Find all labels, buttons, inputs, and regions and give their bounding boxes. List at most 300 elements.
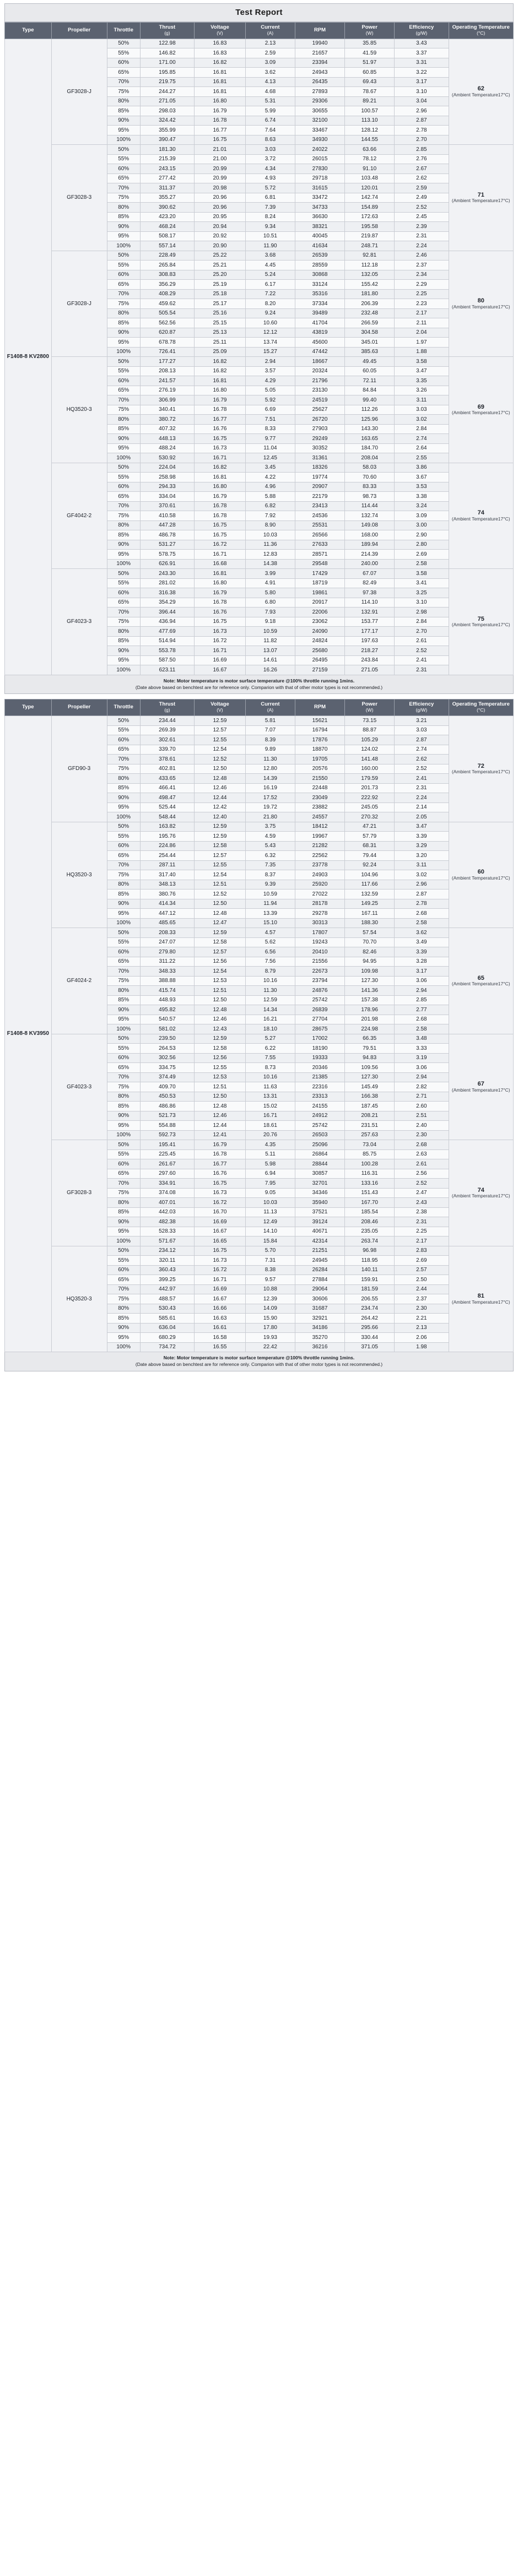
throttle-cell: 65%	[107, 598, 140, 608]
efficiency-cell: 3.21	[395, 716, 449, 726]
power-cell: 73.04	[345, 1140, 395, 1150]
power-cell: 168.00	[345, 530, 395, 540]
thrust-cell: 334.75	[140, 1063, 194, 1073]
thrust-cell: 548.44	[140, 812, 194, 822]
thrust-cell: 680.29	[140, 1333, 194, 1343]
power-cell: 132.05	[345, 270, 395, 280]
voltage-cell: 12.47	[195, 918, 246, 928]
throttle-cell: 95%	[107, 231, 140, 241]
efficiency-cell: 2.41	[395, 774, 449, 784]
power-cell: 92.24	[345, 860, 395, 870]
col-power: Power (W)	[345, 699, 395, 716]
thrust-cell: 433.65	[140, 774, 194, 784]
thrust-cell: 279.80	[140, 947, 194, 957]
power-cell: 219.87	[345, 231, 395, 241]
rpm-cell: 29306	[295, 96, 344, 106]
power-cell: 70.60	[345, 473, 395, 482]
current-cell: 3.57	[245, 366, 295, 376]
voltage-cell: 25.17	[195, 299, 246, 309]
current-cell: 5.92	[245, 395, 295, 405]
voltage-cell: 12.50	[195, 995, 246, 1005]
table-body-2	[5, 716, 514, 1352]
efficiency-cell: 2.31	[395, 783, 449, 793]
current-cell: 7.95	[245, 1179, 295, 1189]
throttle-cell: 80%	[107, 96, 140, 106]
current-cell: 4.34	[245, 164, 295, 174]
current-cell: 10.03	[245, 530, 295, 540]
current-cell: 19.93	[245, 1333, 295, 1343]
power-cell: 132.91	[345, 608, 395, 617]
power-cell: 112.26	[345, 405, 395, 415]
rpm-cell: 26720	[295, 415, 344, 425]
throttle-cell: 85%	[107, 106, 140, 116]
throttle-cell: 90%	[107, 222, 140, 232]
voltage-cell: 16.71	[195, 1275, 246, 1285]
operating-temperature-cell	[449, 1246, 514, 1352]
rpm-cell: 43819	[295, 328, 344, 338]
current-cell: 10.16	[245, 976, 295, 986]
power-cell: 127.30	[345, 1072, 395, 1082]
efficiency-cell: 2.31	[395, 1217, 449, 1227]
thrust-cell: 224.04	[140, 463, 194, 473]
current-cell: 11.90	[245, 241, 295, 251]
thrust-cell: 311.37	[140, 183, 194, 193]
power-cell: 133.16	[345, 1179, 395, 1189]
current-cell: 5.05	[245, 386, 295, 395]
voltage-cell: 16.75	[195, 1246, 246, 1256]
thrust-cell: 482.38	[140, 1217, 194, 1227]
throttle-cell: 95%	[107, 443, 140, 453]
voltage-cell: 16.81	[195, 473, 246, 482]
power-cell: 257.63	[345, 1130, 395, 1140]
efficiency-cell: 2.45	[395, 212, 449, 222]
current-cell: 9.89	[245, 745, 295, 755]
rpm-cell: 21657	[295, 48, 344, 58]
throttle-cell: 70%	[107, 1072, 140, 1082]
power-cell: 109.56	[345, 1063, 395, 1073]
rpm-cell: 23794	[295, 976, 344, 986]
voltage-cell: 12.50	[195, 764, 246, 774]
power-cell: 178.96	[345, 1005, 395, 1015]
throttle-cell: 85%	[107, 1207, 140, 1217]
efficiency-cell: 3.39	[395, 947, 449, 957]
power-cell: 187.45	[345, 1102, 395, 1111]
voltage-cell: 12.55	[195, 1063, 246, 1073]
thrust-cell: 239.50	[140, 1034, 194, 1044]
efficiency-cell: 2.87	[395, 890, 449, 899]
voltage-cell: 16.77	[195, 126, 246, 135]
power-cell: 153.77	[345, 617, 395, 627]
thrust-cell: 486.78	[140, 530, 194, 540]
voltage-cell: 25.22	[195, 251, 246, 261]
thrust-cell: 298.03	[140, 106, 194, 116]
rpm-cell: 19940	[295, 39, 344, 48]
table-row	[5, 251, 514, 261]
voltage-cell: 16.82	[195, 58, 246, 68]
throttle-cell: 65%	[107, 745, 140, 755]
thrust-cell: 276.19	[140, 386, 194, 395]
test-report-table-2	[4, 699, 514, 1352]
voltage-cell: 16.75	[195, 434, 246, 444]
rpm-cell: 31687	[295, 1304, 344, 1314]
throttle-cell: 85%	[107, 530, 140, 540]
rpm-cell: 25742	[295, 995, 344, 1005]
voltage-cell: 16.75	[195, 135, 246, 145]
ambient-temperature-note: (Ambient Temperature17°C)	[451, 1193, 510, 1199]
throttle-cell: 95%	[107, 909, 140, 919]
rpm-cell: 24090	[295, 627, 344, 637]
power-cell: 63.66	[345, 145, 395, 155]
voltage-cell: 16.67	[195, 1227, 246, 1237]
thrust-cell: 530.43	[140, 1304, 194, 1314]
voltage-cell: 25.21	[195, 261, 246, 270]
throttle-cell: 85%	[107, 318, 140, 328]
table-note-1: Note: Motor temperature is motor surface temperature @100% throttle running 1mins. (Date above based on benchtest are for reference only. Comparion with that of other motor types is not recommended.)	[4, 675, 514, 695]
rpm-cell: 25627	[295, 405, 344, 415]
efficiency-cell: 2.96	[395, 880, 449, 890]
table-body-1	[5, 39, 514, 675]
efficiency-cell: 2.39	[395, 222, 449, 232]
voltage-cell: 16.79	[195, 106, 246, 116]
current-cell: 9.24	[245, 308, 295, 318]
throttle-cell: 95%	[107, 802, 140, 812]
current-cell: 4.35	[245, 1140, 295, 1150]
throttle-cell: 90%	[107, 1111, 140, 1121]
voltage-cell: 20.92	[195, 231, 246, 241]
throttle-cell: 100%	[107, 1024, 140, 1034]
test-report-table-1	[4, 22, 514, 675]
report-title: Test Report	[4, 3, 514, 22]
thrust-cell: 316.38	[140, 588, 194, 598]
voltage-cell: 16.79	[195, 588, 246, 598]
current-cell: 18.61	[245, 1121, 295, 1131]
rpm-cell: 29548	[295, 559, 344, 569]
rpm-cell: 26839	[295, 1005, 344, 1015]
voltage-cell: 12.59	[195, 928, 246, 938]
temperature-value: 67	[477, 1081, 484, 1088]
voltage-cell: 16.80	[195, 386, 246, 395]
power-cell: 222.92	[345, 793, 395, 803]
rpm-cell: 19774	[295, 473, 344, 482]
throttle-cell: 50%	[107, 39, 140, 48]
voltage-cell: 12.44	[195, 1121, 246, 1131]
operating-temperature-cell	[449, 357, 514, 463]
voltage-cell: 16.67	[195, 1294, 246, 1304]
thrust-cell: 396.44	[140, 608, 194, 617]
rpm-cell: 31361	[295, 453, 344, 463]
efficiency-cell: 2.76	[395, 154, 449, 164]
current-cell: 4.57	[245, 928, 295, 938]
thrust-cell: 554.88	[140, 1121, 194, 1131]
current-cell: 14.61	[245, 655, 295, 665]
throttle-cell: 90%	[107, 646, 140, 656]
rpm-cell: 18667	[295, 357, 344, 367]
thrust-cell: 636.04	[140, 1323, 194, 1333]
efficiency-cell: 2.06	[395, 1333, 449, 1343]
throttle-cell: 70%	[107, 183, 140, 193]
throttle-cell: 55%	[107, 725, 140, 735]
current-cell: 10.51	[245, 231, 295, 241]
power-cell: 57.79	[345, 832, 395, 842]
rpm-cell: 23413	[295, 501, 344, 511]
voltage-cell: 12.50	[195, 899, 246, 909]
table-row	[5, 1246, 514, 1256]
col-thrust: Thrust (g)	[140, 699, 194, 716]
current-cell: 5.62	[245, 937, 295, 947]
rpm-cell: 24876	[295, 986, 344, 996]
rpm-cell: 40045	[295, 231, 344, 241]
thrust-cell: 521.73	[140, 1111, 194, 1121]
voltage-cell: 16.66	[195, 1304, 246, 1314]
power-cell: 163.65	[345, 434, 395, 444]
throttle-cell: 50%	[107, 357, 140, 367]
ambient-temperature-note: (Ambient Temperature17°C)	[451, 303, 510, 310]
col-throttle: Throttle	[107, 23, 140, 39]
efficiency-cell: 3.47	[395, 366, 449, 376]
thrust-cell: 247.07	[140, 937, 194, 947]
power-cell: 100.57	[345, 106, 395, 116]
rpm-cell: 45600	[295, 338, 344, 348]
rpm-cell: 35316	[295, 289, 344, 299]
voltage-cell: 21.00	[195, 154, 246, 164]
throttle-cell: 70%	[107, 967, 140, 977]
efficiency-cell: 2.47	[395, 1188, 449, 1198]
current-cell: 10.88	[245, 1284, 295, 1294]
efficiency-cell: 3.17	[395, 77, 449, 87]
current-cell: 14.34	[245, 1005, 295, 1015]
throttle-cell: 70%	[107, 77, 140, 87]
current-cell: 10.60	[245, 318, 295, 328]
power-cell: 104.96	[345, 870, 395, 880]
voltage-cell: 20.96	[195, 203, 246, 213]
rpm-cell: 18326	[295, 463, 344, 473]
rpm-cell: 28178	[295, 899, 344, 909]
power-cell: 181.80	[345, 289, 395, 299]
thrust-cell: 390.47	[140, 135, 194, 145]
current-cell: 4.93	[245, 173, 295, 183]
thrust-cell: 557.14	[140, 241, 194, 251]
throttle-cell: 90%	[107, 328, 140, 338]
voltage-cell: 16.75	[195, 617, 246, 627]
current-cell: 3.68	[245, 251, 295, 261]
throttle-cell: 100%	[107, 812, 140, 822]
voltage-cell: 12.58	[195, 1044, 246, 1054]
throttle-cell: 90%	[107, 793, 140, 803]
voltage-cell: 20.94	[195, 222, 246, 232]
current-cell: 8.20	[245, 299, 295, 309]
propeller-cell: GFD90-3	[51, 716, 107, 822]
rpm-cell: 33467	[295, 126, 344, 135]
current-cell: 13.07	[245, 646, 295, 656]
current-cell: 8.33	[245, 424, 295, 434]
power-cell: 109.98	[345, 967, 395, 977]
efficiency-cell: 3.24	[395, 501, 449, 511]
throttle-cell: 50%	[107, 928, 140, 938]
thrust-cell: 378.61	[140, 755, 194, 764]
efficiency-cell: 2.17	[395, 1237, 449, 1246]
thrust-cell: 208.33	[140, 928, 194, 938]
voltage-cell: 16.75	[195, 530, 246, 540]
thrust-cell: 317.40	[140, 870, 194, 880]
temperature-value: 80	[477, 297, 484, 305]
rpm-cell: 24903	[295, 870, 344, 880]
power-cell: 128.12	[345, 126, 395, 135]
thrust-cell: 514.94	[140, 636, 194, 646]
voltage-cell: 16.76	[195, 608, 246, 617]
current-cell: 17.80	[245, 1323, 295, 1333]
thrust-cell: 402.81	[140, 764, 194, 774]
current-cell: 5.88	[245, 492, 295, 502]
power-cell: 208.21	[345, 1111, 395, 1121]
throttle-cell: 80%	[107, 520, 140, 530]
rpm-cell: 23130	[295, 386, 344, 395]
power-cell: 66.35	[345, 1034, 395, 1044]
rpm-cell: 17807	[295, 928, 344, 938]
voltage-cell: 16.81	[195, 68, 246, 78]
current-cell: 11.82	[245, 636, 295, 646]
power-cell: 144.55	[345, 135, 395, 145]
current-cell: 5.80	[245, 588, 295, 598]
efficiency-cell: 3.29	[395, 841, 449, 851]
efficiency-cell: 3.48	[395, 1034, 449, 1044]
voltage-cell: 12.50	[195, 1092, 246, 1102]
current-cell: 11.30	[245, 755, 295, 764]
rpm-cell: 37334	[295, 299, 344, 309]
power-cell: 232.48	[345, 308, 395, 318]
rpm-cell: 27633	[295, 540, 344, 550]
thrust-cell: 415.74	[140, 986, 194, 996]
throttle-cell: 80%	[107, 308, 140, 318]
throttle-cell: 95%	[107, 550, 140, 560]
efficiency-cell: 3.49	[395, 937, 449, 947]
thrust-cell: 442.97	[140, 1284, 194, 1294]
power-cell: 235.05	[345, 1227, 395, 1237]
voltage-cell: 20.90	[195, 241, 246, 251]
efficiency-cell: 2.60	[395, 1102, 449, 1111]
thrust-cell: 495.82	[140, 1005, 194, 1015]
temperature-value: 74	[477, 509, 484, 517]
thrust-cell: 234.44	[140, 716, 194, 726]
throttle-cell: 90%	[107, 1323, 140, 1333]
rpm-cell: 39489	[295, 308, 344, 318]
current-cell: 5.81	[245, 716, 295, 726]
efficiency-cell: 3.39	[395, 832, 449, 842]
rpm-cell: 28571	[295, 550, 344, 560]
current-cell: 7.07	[245, 725, 295, 735]
col-propeller: Propeller	[51, 699, 107, 716]
power-cell: 185.54	[345, 1207, 395, 1217]
rpm-cell: 32100	[295, 116, 344, 126]
throttle-cell: 80%	[107, 880, 140, 890]
thrust-cell: 348.33	[140, 967, 194, 977]
throttle-cell: 55%	[107, 1149, 140, 1159]
voltage-cell: 12.46	[195, 1111, 246, 1121]
efficiency-cell: 2.74	[395, 745, 449, 755]
power-cell: 345.01	[345, 338, 395, 348]
voltage-cell: 16.82	[195, 357, 246, 367]
current-cell: 22.42	[245, 1342, 295, 1352]
throttle-cell: 70%	[107, 289, 140, 299]
col-voltage: Voltage (V)	[195, 699, 246, 716]
thrust-cell: 505.54	[140, 308, 194, 318]
power-cell: 159.91	[345, 1275, 395, 1285]
thrust-cell: 334.04	[140, 492, 194, 502]
voltage-cell: 12.59	[195, 822, 246, 832]
thrust-cell: 308.83	[140, 270, 194, 280]
current-cell: 15.27	[245, 347, 295, 357]
power-cell: 96.98	[345, 1246, 395, 1256]
current-cell: 12.59	[245, 995, 295, 1005]
rpm-cell: 35940	[295, 1198, 344, 1208]
power-cell: 41.59	[345, 48, 395, 58]
efficiency-cell: 3.19	[395, 1053, 449, 1063]
col-propeller: Propeller	[51, 23, 107, 39]
rpm-cell: 33472	[295, 193, 344, 203]
throttle-cell: 85%	[107, 212, 140, 222]
power-cell: 385.63	[345, 347, 395, 357]
throttle-cell: 95%	[107, 655, 140, 665]
efficiency-cell: 2.85	[395, 995, 449, 1005]
throttle-cell: 100%	[107, 241, 140, 251]
table-row	[5, 569, 514, 579]
efficiency-cell: 2.44	[395, 1284, 449, 1294]
rpm-cell: 37521	[295, 1207, 344, 1217]
voltage-cell: 12.41	[195, 1130, 246, 1140]
power-cell: 188.30	[345, 918, 395, 928]
thrust-cell: 264.53	[140, 1044, 194, 1054]
table-header-row	[5, 699, 514, 716]
power-cell: 85.75	[345, 1149, 395, 1159]
rpm-cell: 29278	[295, 909, 344, 919]
rpm-cell: 24022	[295, 145, 344, 155]
efficiency-cell: 2.78	[395, 126, 449, 135]
thrust-cell: 530.92	[140, 453, 194, 463]
voltage-cell: 12.52	[195, 890, 246, 899]
rpm-cell: 21550	[295, 774, 344, 784]
voltage-cell: 16.65	[195, 1237, 246, 1246]
thrust-cell: 399.25	[140, 1275, 194, 1285]
thrust-cell: 269.39	[140, 725, 194, 735]
table-row	[5, 1034, 514, 1044]
current-cell: 6.74	[245, 116, 295, 126]
rpm-cell: 35270	[295, 1333, 344, 1343]
thrust-cell: 163.82	[140, 822, 194, 832]
rpm-cell: 26284	[295, 1265, 344, 1275]
thrust-cell: 562.56	[140, 318, 194, 328]
thrust-cell: 195.76	[140, 832, 194, 842]
thrust-cell: 181.30	[140, 145, 194, 155]
current-cell: 10.03	[245, 1198, 295, 1208]
rpm-cell: 22673	[295, 967, 344, 977]
rpm-cell: 29064	[295, 1284, 344, 1294]
efficiency-cell: 2.87	[395, 116, 449, 126]
efficiency-cell: 1.98	[395, 1342, 449, 1352]
throttle-cell: 50%	[107, 145, 140, 155]
efficiency-cell: 3.02	[395, 870, 449, 880]
throttle-cell: 85%	[107, 890, 140, 899]
efficiency-cell: 3.03	[395, 725, 449, 735]
throttle-cell: 65%	[107, 492, 140, 502]
efficiency-cell: 2.77	[395, 1005, 449, 1015]
current-cell: 13.74	[245, 338, 295, 348]
efficiency-cell: 3.86	[395, 463, 449, 473]
voltage-cell: 16.79	[195, 1140, 246, 1150]
efficiency-cell: 2.24	[395, 241, 449, 251]
throttle-cell: 75%	[107, 405, 140, 415]
voltage-cell: 16.69	[195, 1284, 246, 1294]
efficiency-cell: 2.63	[395, 1149, 449, 1159]
thrust-cell: 320.11	[140, 1256, 194, 1266]
